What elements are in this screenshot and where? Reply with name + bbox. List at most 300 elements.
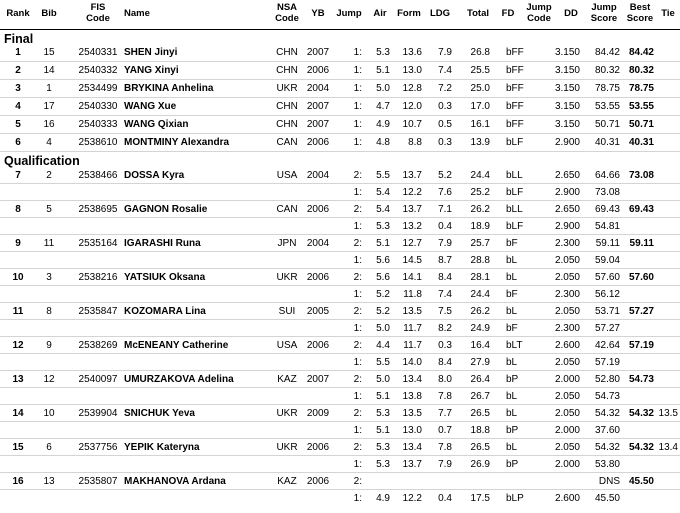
header-name: Name <box>124 8 150 19</box>
header-air: Air <box>373 8 387 19</box>
cell-bib: 16 <box>43 119 55 130</box>
table-row <box>0 98 680 115</box>
cell-nsa: JPN <box>277 238 297 249</box>
cell-dd: 2.000 <box>554 459 580 470</box>
cell-fis: 2535807 <box>78 476 118 487</box>
cell-score: 73.08 <box>594 187 620 198</box>
cell-total: 28.8 <box>470 255 490 266</box>
cell-yb: 2006 <box>306 476 330 487</box>
cell-best: 54.73 <box>628 374 654 385</box>
cell-tie: 13.4 <box>658 442 678 453</box>
cell-tie: 13.5 <box>658 408 678 419</box>
header-jump: Jump <box>336 8 362 19</box>
cell-dd: 2.050 <box>554 272 580 283</box>
cell-fis: 2537756 <box>78 442 118 453</box>
cell-nsa: UKR <box>276 408 298 419</box>
cell-total: 25.5 <box>470 65 490 76</box>
cell-name: IGARASHI Runa <box>124 238 201 249</box>
cell-bib: 2 <box>46 170 52 181</box>
cell-bib: 3 <box>46 272 52 283</box>
cell-score: DNS <box>598 476 620 487</box>
cell-dd: 2.050 <box>554 255 580 266</box>
cell-name: YEPIK Kateryna <box>124 442 200 453</box>
cell-yb: 2005 <box>306 306 330 317</box>
cell-jump: 2: <box>353 340 362 351</box>
cell-dd: 3.150 <box>554 119 580 130</box>
table-row-second-jump <box>0 252 680 269</box>
cell-form: 13.5 <box>402 306 422 317</box>
cell-nsa: USA <box>276 340 298 351</box>
cell-bib: 6 <box>46 442 52 453</box>
cell-nsa: CHN <box>276 65 298 76</box>
cell-code: bP <box>506 425 519 436</box>
table-row-second-jump <box>0 218 680 235</box>
cell-form: 13.6 <box>402 47 422 58</box>
cell-rank: 12 <box>12 340 24 351</box>
header-best-line1: Best <box>629 2 651 13</box>
header-nsa <box>272 2 302 24</box>
cell-code: bL <box>506 391 518 402</box>
cell-name: SHEN Jinyi <box>124 47 178 58</box>
cell-best: 54.32 <box>628 408 654 419</box>
header-tie: Tie <box>661 8 675 19</box>
cell-form: 13.7 <box>402 170 422 181</box>
cell-total: 18.8 <box>470 425 490 436</box>
cell-jump: 1: <box>353 357 362 368</box>
table-row-second-jump <box>0 184 680 201</box>
cell-form: 10.7 <box>402 119 422 130</box>
cell-air: 5.3 <box>376 408 390 419</box>
cell-best: 45.50 <box>628 476 654 487</box>
cell-fis: 2540097 <box>78 374 118 385</box>
cell-jump: 1: <box>353 459 362 470</box>
cell-rank: 14 <box>12 408 24 419</box>
cell-code: bLL <box>506 204 523 215</box>
cell-code: bFF <box>506 65 524 76</box>
cell-jump: 2: <box>353 408 362 419</box>
cell-name: KOZOMARA Lina <box>124 306 206 317</box>
cell-ldg: 7.4 <box>438 65 452 76</box>
cell-total: 26.7 <box>470 391 490 402</box>
cell-name: BRYKINA Anhelina <box>124 83 214 94</box>
table-row-second-jump <box>0 456 680 473</box>
cell-score: 69.43 <box>594 204 620 215</box>
cell-total: 17.0 <box>470 101 490 112</box>
cell-dd: 2.900 <box>554 187 580 198</box>
cell-score: 64.66 <box>594 170 620 181</box>
cell-jump: 1: <box>353 391 362 402</box>
cell-ldg: 8.4 <box>438 357 452 368</box>
cell-name: McENEANY Catherine <box>124 340 229 351</box>
cell-jump: 1: <box>353 323 362 334</box>
table-row <box>0 337 680 354</box>
table-row <box>0 44 680 61</box>
cell-jump: 2: <box>353 170 362 181</box>
header-nsa-line1: NSA <box>276 2 298 13</box>
cell-jump: 2: <box>353 442 362 453</box>
cell-form: 12.8 <box>402 83 422 94</box>
cell-dd: 2.300 <box>554 289 580 300</box>
cell-name: GAGNON Rosalie <box>124 204 208 215</box>
cell-ldg: 0.4 <box>438 493 452 504</box>
table-row <box>0 405 680 422</box>
cell-nsa: UKR <box>276 83 298 94</box>
cell-rank: 5 <box>15 119 21 130</box>
table-row <box>0 134 680 151</box>
table-row <box>0 371 680 388</box>
cell-name: YATSIUK Oksana <box>124 272 206 283</box>
cell-code: bFF <box>506 47 524 58</box>
cell-best: 69.43 <box>628 204 654 215</box>
cell-fis: 2539904 <box>78 408 118 419</box>
cell-fis: 2540330 <box>78 101 118 112</box>
cell-yb: 2006 <box>306 340 330 351</box>
cell-best: 73.08 <box>628 170 654 181</box>
cell-ldg: 7.2 <box>438 83 452 94</box>
cell-bib: 13 <box>43 476 55 487</box>
cell-yb: 2004 <box>306 83 330 94</box>
cell-code: bL <box>506 442 518 453</box>
cell-form: 14.5 <box>402 255 422 266</box>
cell-form: 13.4 <box>402 374 422 385</box>
header-ldg: LDG <box>429 8 451 19</box>
cell-best: 84.42 <box>628 47 654 58</box>
cell-score: 54.81 <box>594 221 620 232</box>
cell-nsa: USA <box>276 170 298 181</box>
cell-yb: 2006 <box>306 442 330 453</box>
cell-air: 5.3 <box>376 459 390 470</box>
cell-ldg: 0.4 <box>438 221 452 232</box>
cell-yb: 2006 <box>306 137 330 148</box>
cell-name: UMURZAKOVA Adelina <box>124 374 234 385</box>
cell-best: 50.71 <box>628 119 654 130</box>
cell-name: SNICHUK Yeva <box>124 408 195 419</box>
header-best <box>624 2 656 24</box>
cell-code: bLL <box>506 170 523 181</box>
cell-ldg: 7.6 <box>438 187 452 198</box>
cell-nsa: CAN <box>276 137 298 148</box>
cell-dd: 3.150 <box>554 83 580 94</box>
cell-air: 4.8 <box>376 137 390 148</box>
cell-jump: 2: <box>353 374 362 385</box>
cell-ldg: 8.0 <box>438 374 452 385</box>
cell-dd: 2.900 <box>554 137 580 148</box>
cell-score: 84.42 <box>594 47 620 58</box>
cell-ldg: 8.7 <box>438 255 452 266</box>
header-yb: YB <box>311 8 325 19</box>
cell-nsa: UKR <box>276 442 298 453</box>
cell-yb: 2006 <box>306 204 330 215</box>
table-row <box>0 201 680 218</box>
cell-code: bLP <box>506 493 524 504</box>
cell-form: 11.7 <box>403 323 422 334</box>
cell-score: 57.60 <box>594 272 620 283</box>
cell-ldg: 7.7 <box>438 408 452 419</box>
cell-score: 53.71 <box>594 306 620 317</box>
cell-air: 5.6 <box>376 255 390 266</box>
cell-score: 37.60 <box>594 425 620 436</box>
cell-code: bLF <box>506 187 524 198</box>
cell-form: 13.7 <box>402 459 422 470</box>
cell-dd: 2.600 <box>554 493 580 504</box>
cell-total: 24.4 <box>470 170 490 181</box>
cell-ldg: 7.9 <box>438 459 452 470</box>
cell-nsa: CHN <box>276 47 298 58</box>
cell-air: 5.4 <box>376 204 390 215</box>
cell-air: 5.3 <box>376 442 390 453</box>
cell-air: 5.5 <box>376 170 390 181</box>
cell-air: 5.6 <box>376 272 390 283</box>
cell-total: 26.2 <box>470 306 490 317</box>
cell-jump: 1: <box>353 289 362 300</box>
cell-air: 5.0 <box>376 374 390 385</box>
cell-bib: 9 <box>46 340 52 351</box>
cell-fis: 2538269 <box>78 340 118 351</box>
cell-code: bF <box>506 323 518 334</box>
cell-code: bLT <box>506 340 523 351</box>
table-row <box>0 62 680 79</box>
cell-best: 57.19 <box>628 340 654 351</box>
cell-score: 59.11 <box>595 238 620 249</box>
cell-form: 12.2 <box>402 493 422 504</box>
cell-total: 17.5 <box>470 493 490 504</box>
cell-jump: 1: <box>353 65 362 76</box>
cell-total: 16.1 <box>470 119 490 130</box>
cell-jump: 1: <box>353 83 362 94</box>
cell-nsa: KAZ <box>277 374 297 385</box>
cell-dd: 2.900 <box>554 221 580 232</box>
cell-dd: 2.050 <box>554 357 580 368</box>
cell-rank: 11 <box>12 306 24 317</box>
cell-ldg: 7.5 <box>438 306 452 317</box>
cell-total: 24.9 <box>470 323 490 334</box>
cell-air: 5.3 <box>376 47 390 58</box>
header-bib: Bib <box>41 8 57 19</box>
header-rule <box>0 29 680 30</box>
cell-fis: 2538216 <box>78 272 118 283</box>
cell-total: 16.4 <box>470 340 490 351</box>
header-best-line2: Score <box>626 13 654 24</box>
cell-ldg: 7.4 <box>438 289 452 300</box>
cell-bib: 8 <box>46 306 52 317</box>
cell-rank: 6 <box>15 137 21 148</box>
cell-total: 26.4 <box>470 374 490 385</box>
cell-bib: 5 <box>46 204 52 215</box>
cell-nsa: CHN <box>276 119 298 130</box>
section-final: Final <box>4 32 34 46</box>
cell-name: WANG Qixian <box>124 119 189 130</box>
cell-fis: 2540331 <box>78 47 118 58</box>
cell-dd: 2.000 <box>554 425 580 436</box>
cell-bib: 4 <box>46 137 52 148</box>
cell-ldg: 7.1 <box>438 204 452 215</box>
cell-score: 57.27 <box>594 323 620 334</box>
cell-air: 4.9 <box>376 493 390 504</box>
cell-ldg: 0.3 <box>438 137 452 148</box>
table-row <box>0 80 680 97</box>
cell-jump: 2: <box>353 476 362 487</box>
cell-score: 54.32 <box>594 442 620 453</box>
cell-fis: 2538466 <box>78 170 118 181</box>
cell-air: 5.1 <box>376 391 390 402</box>
cell-nsa: CHN <box>276 101 298 112</box>
cell-bib: 14 <box>43 65 55 76</box>
header-form: Form <box>397 8 421 19</box>
cell-yb: 2007 <box>306 101 330 112</box>
cell-jump: 1: <box>353 137 362 148</box>
cell-yb: 2009 <box>306 408 330 419</box>
cell-fis: 2540332 <box>78 65 118 76</box>
cell-ldg: 7.9 <box>438 47 452 58</box>
cell-bib: 17 <box>43 101 55 112</box>
cell-ldg: 0.7 <box>438 425 452 436</box>
cell-code: bL <box>506 408 518 419</box>
cell-form: 11.8 <box>403 289 422 300</box>
table-row-second-jump <box>0 388 680 405</box>
cell-total: 24.4 <box>470 289 490 300</box>
cell-dd: 3.150 <box>554 101 580 112</box>
cell-ldg: 7.8 <box>438 391 452 402</box>
cell-total: 27.9 <box>470 357 490 368</box>
header-fis <box>76 2 120 24</box>
cell-air: 5.0 <box>376 83 390 94</box>
cell-yb: 2007 <box>306 374 330 385</box>
cell-form: 8.8 <box>408 137 422 148</box>
cell-jump: 2: <box>353 306 362 317</box>
cell-dd: 2.050 <box>554 408 580 419</box>
cell-fis: 2535847 <box>78 306 118 317</box>
cell-air: 5.5 <box>376 357 390 368</box>
table-row <box>0 167 680 184</box>
cell-score: 40.31 <box>594 137 620 148</box>
table-row-second-jump <box>0 320 680 337</box>
cell-total: 25.7 <box>470 238 490 249</box>
header-jumpcode <box>522 2 556 24</box>
cell-score: 45.50 <box>594 493 620 504</box>
cell-score: 52.80 <box>594 374 620 385</box>
cell-jump: 1: <box>353 101 362 112</box>
cell-total: 26.9 <box>470 459 490 470</box>
cell-score: 53.80 <box>594 459 620 470</box>
cell-bib: 12 <box>43 374 55 385</box>
cell-name: DOSSA Kyra <box>124 170 185 181</box>
cell-ldg: 0.5 <box>438 119 452 130</box>
cell-ldg: 7.9 <box>438 238 452 249</box>
cell-air: 4.9 <box>376 119 390 130</box>
table-row <box>0 473 680 490</box>
header-jumpscore <box>586 2 622 24</box>
cell-rank: 3 <box>15 83 21 94</box>
table-row <box>0 303 680 320</box>
cell-air: 5.4 <box>376 187 390 198</box>
header-fis-line2: Code <box>86 13 110 24</box>
cell-form: 12.0 <box>402 101 422 112</box>
cell-ldg: 5.2 <box>438 170 452 181</box>
table-row-second-jump <box>0 354 680 371</box>
header-total: Total <box>467 8 489 19</box>
table-header <box>0 0 680 30</box>
cell-ldg: 7.8 <box>438 442 452 453</box>
table-row <box>0 235 680 252</box>
table-row-second-jump <box>0 490 680 507</box>
cell-yb: 2007 <box>306 119 330 130</box>
cell-name: MAKHANOVA Ardana <box>124 476 226 487</box>
cell-ldg: 0.3 <box>438 101 452 112</box>
cell-total: 26.8 <box>470 47 490 58</box>
cell-code: bLF <box>506 221 524 232</box>
cell-dd: 2.050 <box>554 442 580 453</box>
cell-name: YANG Xinyi <box>124 65 179 76</box>
cell-form: 13.2 <box>402 221 422 232</box>
cell-air: 5.1 <box>376 425 390 436</box>
cell-form: 12.2 <box>402 187 422 198</box>
cell-best: 78.75 <box>628 83 654 94</box>
cell-total: 25.0 <box>470 83 490 94</box>
cell-score: 42.64 <box>594 340 620 351</box>
cell-code: bFF <box>506 101 524 112</box>
cell-rank: 10 <box>12 272 24 283</box>
cell-score: 59.04 <box>594 255 620 266</box>
cell-code: bF <box>506 238 518 249</box>
cell-total: 13.9 <box>470 137 490 148</box>
cell-form: 13.0 <box>402 65 422 76</box>
cell-bib: 10 <box>43 408 55 419</box>
header-fis-line1: FIS <box>90 2 106 13</box>
header-rank: Rank <box>6 8 30 19</box>
cell-code: bP <box>506 374 519 385</box>
cell-rank: 9 <box>15 238 21 249</box>
cell-jump: 1: <box>353 493 362 504</box>
cell-form: 13.4 <box>402 442 422 453</box>
cell-bib: 11 <box>43 238 55 249</box>
cell-nsa: SUI <box>278 306 296 317</box>
cell-dd: 2.600 <box>554 340 580 351</box>
cell-score: 56.12 <box>594 289 620 300</box>
cell-rank: 2 <box>15 65 21 76</box>
cell-dd: 2.650 <box>554 170 580 181</box>
header-jumpcode-line1: Jump <box>526 2 552 13</box>
header-nsa-line2: Code <box>275 13 299 24</box>
cell-form: 13.8 <box>402 391 422 402</box>
table-row-second-jump <box>0 422 680 439</box>
cell-form: 13.7 <box>402 204 422 215</box>
cell-fis: 2534499 <box>78 83 118 94</box>
cell-rank: 16 <box>12 476 24 487</box>
cell-rank: 13 <box>12 374 24 385</box>
cell-rank: 15 <box>12 442 24 453</box>
cell-air: 5.0 <box>376 323 390 334</box>
cell-jump: 1: <box>353 47 362 58</box>
cell-best: 40.31 <box>628 137 654 148</box>
cell-ldg: 8.2 <box>438 323 452 334</box>
cell-code: bP <box>506 459 519 470</box>
cell-total: 26.5 <box>470 408 490 419</box>
cell-rank: 7 <box>15 170 21 181</box>
cell-rank: 4 <box>15 101 21 112</box>
cell-rank: 8 <box>15 204 21 215</box>
cell-nsa: CAN <box>276 204 298 215</box>
cell-jump: 1: <box>353 425 362 436</box>
cell-score: 53.55 <box>594 101 620 112</box>
cell-form: 13.0 <box>402 425 422 436</box>
cell-yb: 2004 <box>306 238 330 249</box>
cell-score: 54.32 <box>594 408 620 419</box>
cell-best: 57.27 <box>628 306 654 317</box>
cell-fis: 2538695 <box>78 204 118 215</box>
table-row <box>0 439 680 456</box>
cell-ldg: 0.3 <box>438 340 452 351</box>
cell-dd: 2.300 <box>554 238 580 249</box>
